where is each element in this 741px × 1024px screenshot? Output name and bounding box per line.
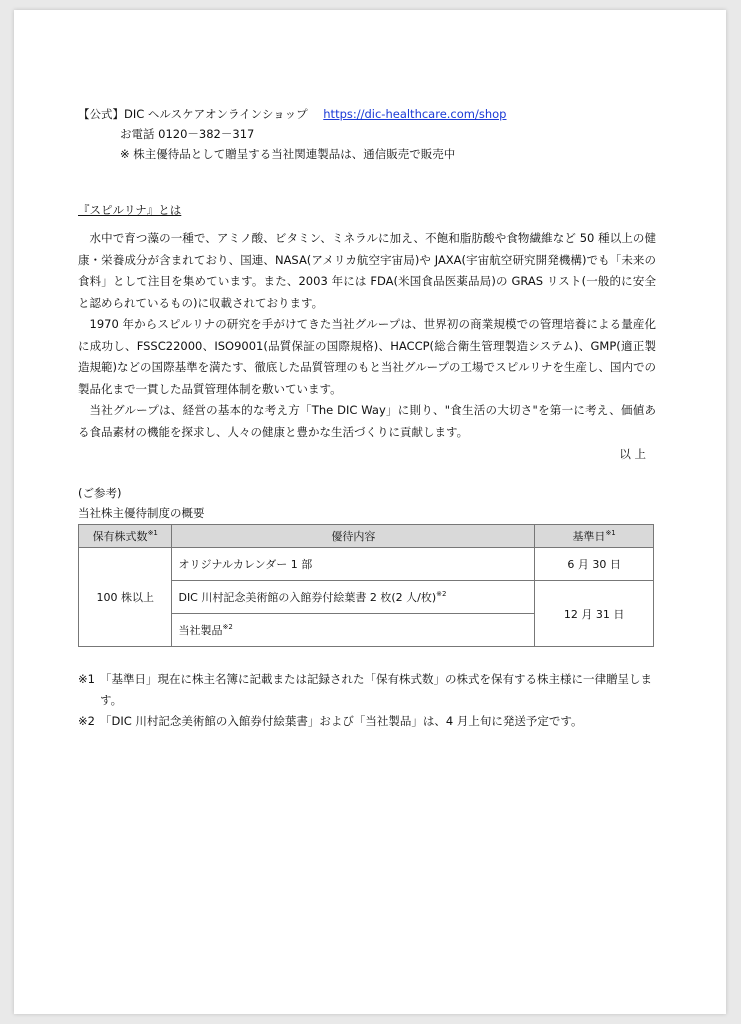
header-date: 基準日$^{※1}$ — [535, 525, 654, 548]
table-row — [79, 548, 654, 581]
header-content: 優待内容 — [172, 525, 535, 548]
footnotes — [78, 669, 656, 732]
shop-label: 【公式】DIC ヘルスケアオンラインショップ — [78, 107, 308, 121]
benefit-table — [78, 524, 654, 647]
reference-label: (ご参考) — [78, 486, 122, 500]
spirulina-heading: 『スピルリナ』とは — [78, 203, 182, 217]
footnote-text: 「基準日」現在に株主名簿に記載または記録された「保有株式数」の株式を保有する株主様に一律贈呈します。 — [100, 672, 652, 707]
shop-note: ※ 株主優待品として贈呈する当社関連製品は、通信販売で販売中 — [120, 147, 456, 161]
spirulina-paragraph-1: 水中で育つ藻の一種で、アミノ酸、ビタミン、ミネラルに加え、不飽和脂肪酸や食物繊維など 50 種以上の健康・栄養成分が含まれており、国連、NASA(アメリカ航空宇宙局)や JAXA(宇宙航空研究開発機構)でも「未来の食料」として注目を集めています。また、2003 年には FDA(米国食品医薬品局)の GRAS リスト(一般的に安全と認められているもの)に収載されております。 — [78, 231, 656, 310]
date-cell-december: 12 月 31 日 — [535, 581, 654, 647]
shop-info-line — [78, 104, 656, 124]
footnote-1 — [78, 669, 656, 711]
header-shares: 保有株式数$^{※1}$ — [79, 525, 172, 548]
document-page — [14, 10, 726, 1014]
footnote-mark: ※2 — [78, 714, 95, 728]
spirulina-paragraph-3: 当社グループは、経営の基本的な考え方「The DIC Way」に則り、"食生活の大切さ"を第一に考え、価値ある食品素材の機能を探求し、人々の健康と豊かな生活づくりに貢献します。 — [78, 403, 656, 439]
shop-phone: お電話 0120－382－317 — [120, 127, 255, 141]
footnote-mark: ※1 — [78, 672, 95, 686]
benefit-item-products: 当社製品$^{※2}$ — [172, 614, 535, 647]
shares-cell: 100 株以上 — [79, 548, 172, 647]
table-header-row — [79, 525, 654, 548]
spirulina-paragraph-2: 1970 年からスピルリナの研究を手がけてきた当社グループは、世界初の商業規模での管理培養による量産化に成功し、FSSC22000、ISO9001(品質保証の国際規格)、HACCP(総合衛生管理製造システム)、GMP(適正製造規範)などの国際基準を満たす、徹底した品質管理のもと当社グループの工場でスピルリナを生産し、国内での製品化まで一貫した品質管理体制を敷いています。 — [78, 317, 656, 396]
benefit-item-postcards: DIC 川村記念美術館の入館券付絵葉書 2 枚(2 人/枚)$^{※2}$ — [172, 581, 535, 614]
benefit-item-calendar: オリジナルカレンダー 1 部 — [172, 548, 535, 581]
closing-mark: 以 上 — [619, 447, 646, 461]
document-content — [78, 104, 656, 732]
footnote-text: 「DIC 川村記念美術館の入館券付絵葉書」および「当社製品」は、4 月上旬に発送予定です。 — [100, 714, 583, 728]
shop-url-link[interactable]: https://dic-healthcare.com/shop — [323, 107, 507, 121]
date-cell-june: 6 月 30 日 — [535, 548, 654, 581]
table-title: 当社株主優待制度の概要 — [78, 506, 205, 520]
footnote-2 — [78, 711, 656, 732]
